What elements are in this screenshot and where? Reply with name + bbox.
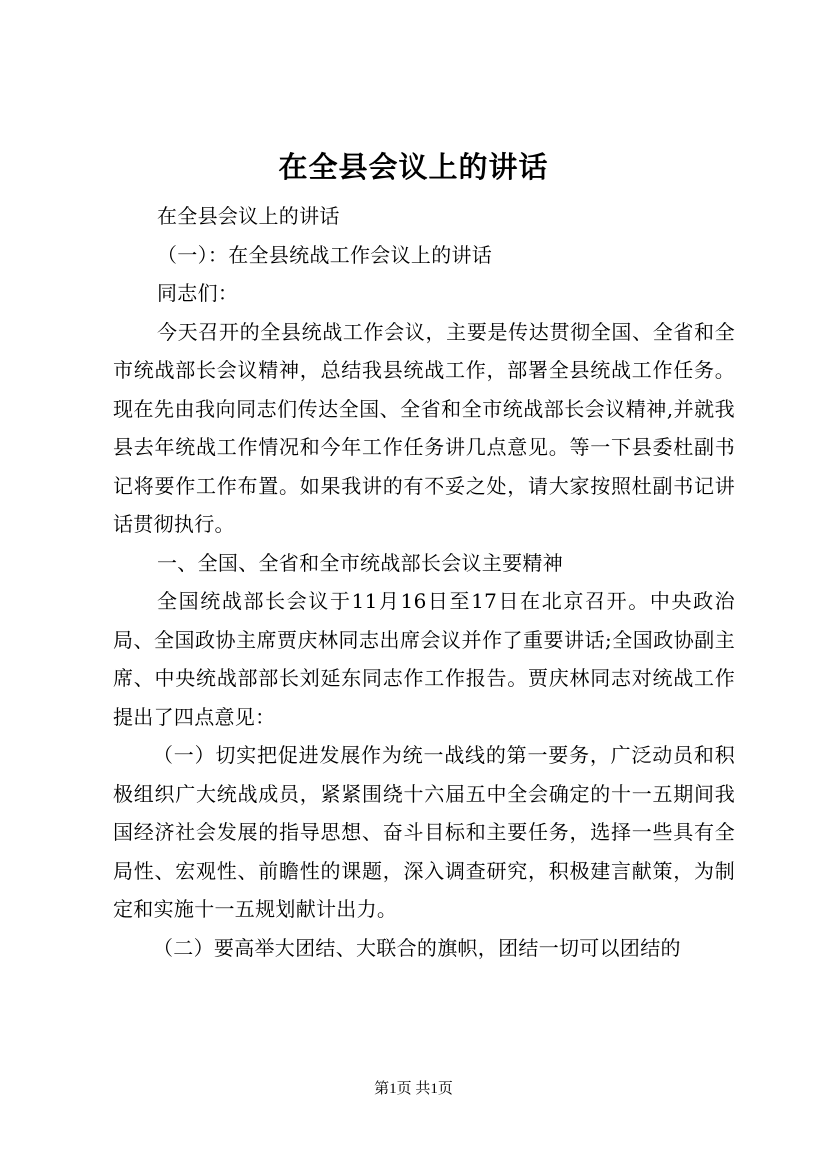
paragraph-salutation: 同志们：	[157, 281, 239, 305]
paragraph-point-two: （二）要高举大团结、大联合的旗帜，团结一切可以团结的	[153, 935, 681, 960]
paragraph-intro: 今天召开的全县统战工作会议，主要是传达贯彻全国、全省和全市统战部长会议精神，总结我县统战工作，部署全县统战工作任务。现在先由我向同志们传达全国、全省和全市统战部长会议精神,并就我县去年统战工作情况和今年工作任务讲几点意见。等一下县委杜副书记将要作工作布置。如果我讲的有不妥之处，请大家按照杜副书记讲话贯彻执行。	[113, 319, 735, 536]
paragraph-section-heading: （一）：在全县统战工作会议上的讲话	[157, 242, 493, 267]
document-title: 在全县会议上的讲话	[278, 150, 549, 184]
document-body	[113, 197, 735, 967]
paragraph-heading-one: 一、全国、全省和全市统战部长会议主要精神	[157, 550, 563, 575]
paragraph-point-one: （一）切实把促进发展作为统一战线的第一要务，广泛动员和积极组织广大统战成员，紧紧围绕十六届五中全会确定的十一五期间我国经济社会发展的指导思想、奋斗目标和主要任务，选择一些具有全局性、宏观性、前瞻性的课题，深入调查研究，积极建言献策，为制定和实施十一五规划献计出力。	[113, 743, 735, 921]
paragraph-subtitle: 在全县会议上的讲话	[157, 204, 340, 228]
paragraph-conference: 全国统战部长会议于11月16日至17日在北京召开。中央政治局、全国政协主席贾庆林同志出席会议并作了重要讲话;全国政协副主席、中央统战部部长刘延东同志作工作报告。贾庆林同志对统战工作提出了四点意见：	[113, 589, 735, 729]
page-number-footer: 第1页 共1页	[374, 1081, 453, 1097]
